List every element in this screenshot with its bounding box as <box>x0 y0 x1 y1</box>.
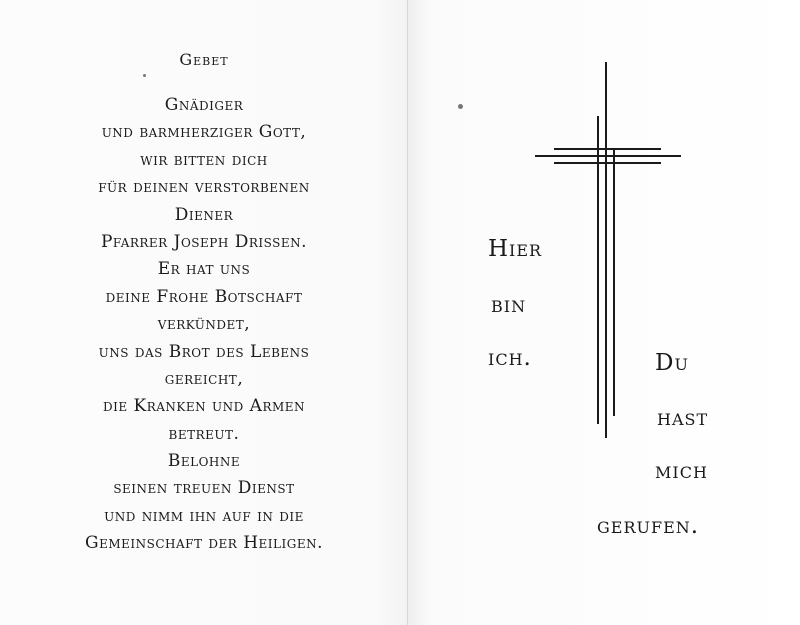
prayer-text <box>0 92 408 558</box>
cross-icon <box>530 55 690 445</box>
prayer-line: wir bitten dich <box>140 149 268 170</box>
prayer-line: die Kranken und Armen <box>102 396 306 417</box>
paper-speck <box>143 74 146 77</box>
prayer-line: verkündet, <box>157 314 251 335</box>
prayer-line: Belohne <box>167 451 241 472</box>
prayer-line: Diener <box>174 204 234 225</box>
prayer-line: Gemeinschaft der Heiligen. <box>85 533 323 554</box>
prayer-title: Gebet <box>179 50 229 69</box>
prayer-line: Gnädiger <box>164 95 244 115</box>
verse-hier: Hier <box>488 236 543 262</box>
prayer-line: für deinen verstorbenen <box>98 177 310 198</box>
prayer-line: gereicht, <box>164 368 244 389</box>
verse-ich: ich. <box>488 345 532 371</box>
prayer-line: betreut. <box>168 423 240 444</box>
prayer-line: seinen treuen Dienst <box>113 478 295 499</box>
prayer-line: und nimm ihn auf in die <box>104 505 304 526</box>
prayer-line: deine Frohe Botschaft <box>105 286 303 307</box>
verse-du: Du <box>655 350 689 376</box>
prayer-line: Er hat uns <box>157 259 251 280</box>
verse-gerufen: gerufen. <box>597 513 700 539</box>
prayer-line: Pfarrer Joseph Drissen. <box>100 231 308 252</box>
card-fold <box>407 0 408 625</box>
verse-bin: bin <box>491 292 527 318</box>
verse-hast: hast <box>657 405 709 431</box>
prayer-line: uns das Brot des Lebens <box>98 341 310 362</box>
prayer-line: und barmherziger Gott, <box>101 122 307 143</box>
paper-speck <box>458 104 463 109</box>
verse-mich: mich <box>655 458 708 484</box>
